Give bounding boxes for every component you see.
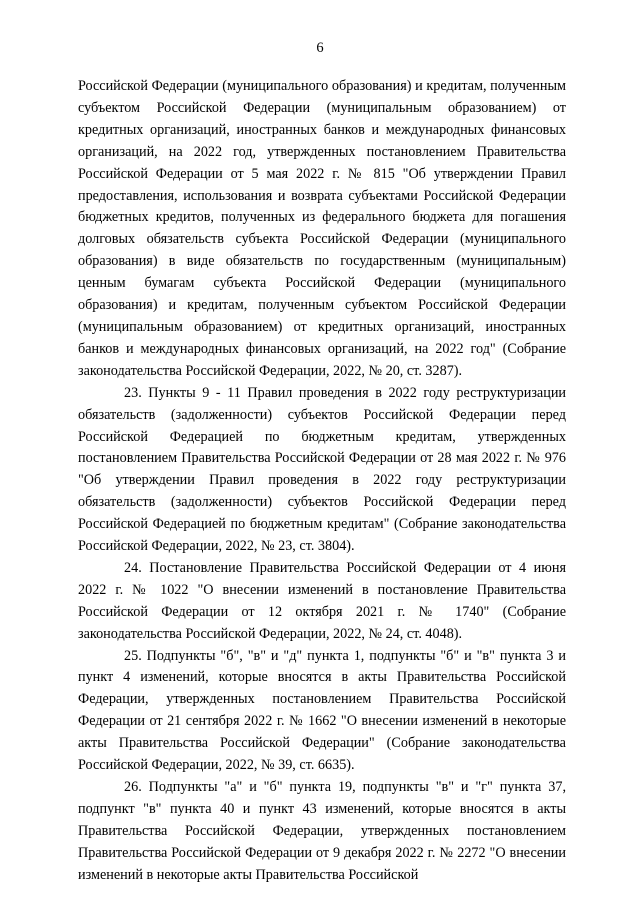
page-number: 6 xyxy=(316,40,324,56)
paragraph-item-25: 25. Подпункты "б", "в" и "д" пункта 1, подпункты "б" и "в" пункта 3 и пункт 4 изменений, которые вносятся в акты Правительства Российской Федерации, утвержденных постановлением Правительства Российской Федерации от 21 сентября 2022 г. № 1662 "О внесении изменений в некоторые акты Правительства Российской Федерации" (Собрание законодательства Российской Федерации, 2022, № 39, ст. 6635). xyxy=(78,647,566,774)
paragraph-item-24: 24. Постановление Правительства Российской Федерации от 4 июня 2022 г. № 1022 "О внесении изменений в постановление Правительства Российской Федерации от 12 октября 2021 г. № 1740" (Собрание законодательства Российской Федерации, 2022, № 24, ст. 4048). xyxy=(78,559,566,642)
paragraph-continuation: Российской Федерации (муниципального образования) и кредитам, полученным субъектом Российской Федерации (муниципальным образованием) от кредитных организаций, иностранных банков и международных финансовых организаций, на 2022 год, утвержденных постановлением Правительства Российской Федерации от 5 мая 2022 г. № 815 "Об утверждении Правил предоставления, использования и возврата субъектами Российской Федерации бюджетных кредитов, полученных из федерального бюджета для погашения долговых обязательств субъекта Российской Федерации (муниципального образования) в виде обязательств по государственным (муниципальным) ценным бумагам субъекта Российской Федерации (муниципального образования) и кредитам, полученным субъектом Российской Федерации (муниципальным образованием) от кредитных организаций, иностранных банков и международных финансовых организаций, на 2022 год" (Собрание законодательства Российской Федерации, 2022, № 20, ст. 3287). xyxy=(78,78,566,379)
paragraph-item-23: 23. Пункты 9 - 11 Правил проведения в 2022 году реструктуризации обязательств (задолженности) субъектов Российской Федерации перед Российской Федерацией по бюджетным кредитам, утвержденных постановлением Правительства Российской Федерации от 28 мая 2022 г. № 976 "Об утверждении Правил проведения в 2022 году реструктуризации обязательств (задолженности) субъектов Российской Федерации перед Российской Федерацией по бюджетным кредитам" (Собрание законодательства Российской Федерации, 2022, № 23, ст. 3804). xyxy=(78,384,566,555)
paragraph-item-26: 26. Подпункты "а" и "б" пункта 19, подпункты "в" и "г" пункта 37, подпункт "в" пункта 40 и пункт 43 изменений, которые вносятся в акты Правительства Российской Федерации, утвержденных постановлением Правительства Российской Федерации от 9 декабря 2022 г. № 2272 "О внесении изменений в некоторые акты Правительства Российской xyxy=(78,779,566,883)
document-body xyxy=(78,76,566,887)
